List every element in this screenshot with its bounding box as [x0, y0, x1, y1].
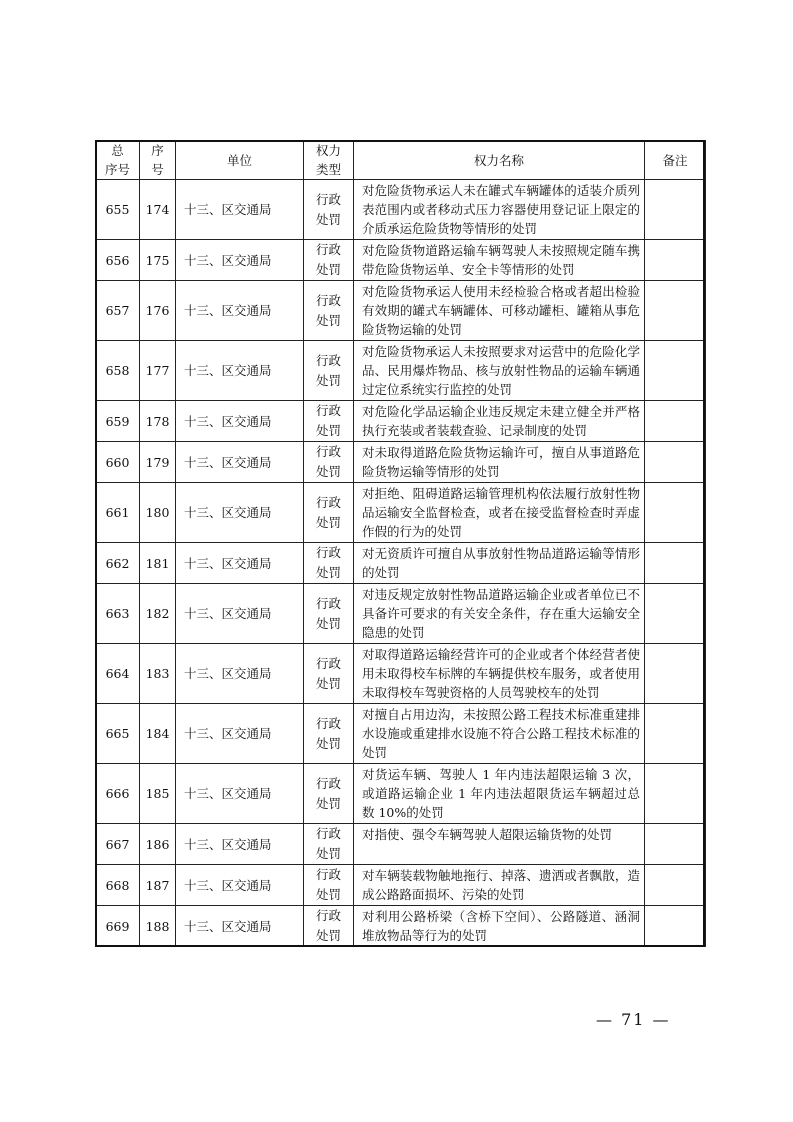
remarks-cell — [645, 764, 706, 824]
header-authority-type: 权力 类型 — [304, 141, 354, 180]
total-number-cell: 665 — [96, 704, 140, 764]
sequence-number-cell: 185 — [140, 764, 176, 824]
table-row — [96, 442, 706, 483]
authority-table — [95, 140, 706, 947]
remarks-cell — [645, 483, 706, 543]
total-number-cell: 669 — [96, 906, 140, 947]
table-header-row — [96, 141, 706, 180]
table-row — [96, 824, 706, 865]
table-row — [96, 281, 706, 341]
total-number-cell: 664 — [96, 644, 140, 704]
unit-cell: 十三、区交通局 — [176, 543, 304, 584]
sequence-number-cell: 184 — [140, 704, 176, 764]
authority-name-cell: 对危险货物承运人未在罐式车辆罐体的适装介质列表范围内或者移动式压力容器使用登记证上限定的介质承运危险货物等情形的处罚 — [354, 180, 645, 240]
remarks-cell — [645, 442, 706, 483]
table-row — [96, 180, 706, 240]
sequence-number-cell: 179 — [140, 442, 176, 483]
authority-type-cell: 行政 处罚 — [304, 240, 354, 281]
authority-type-cell: 行政 处罚 — [304, 281, 354, 341]
remarks-cell — [645, 644, 706, 704]
authority-name-cell: 对车辆装载物触地拖行、掉落、遗洒或者飘散，造成公路路面损坏、污染的处罚 — [354, 865, 645, 906]
authority-name-cell: 对未取得道路危险货物运输许可，擅自从事道路危险货物运输等情形的处罚 — [354, 442, 645, 483]
authority-type-cell: 行政 处罚 — [304, 824, 354, 865]
authority-name-cell: 对危险货物承运人未按照要求对运营中的危险化学品、民用爆炸物品、核与放射性物品的运输车辆通过定位系统实行监控的处罚 — [354, 341, 645, 401]
table-row — [96, 906, 706, 947]
remarks-cell — [645, 401, 706, 442]
sequence-number-cell: 174 — [140, 180, 176, 240]
sequence-number-cell: 175 — [140, 240, 176, 281]
unit-cell: 十三、区交通局 — [176, 644, 304, 704]
unit-cell: 十三、区交通局 — [176, 281, 304, 341]
total-number-cell: 660 — [96, 442, 140, 483]
authority-type-cell: 行政 处罚 — [304, 584, 354, 644]
authority-name-cell: 对货运车辆、驾驶人 1 年内违法超限运输 3 次，或道路运输企业 1 年内违法超限货运车辆超过总数 10%的处罚 — [354, 764, 645, 824]
unit-cell: 十三、区交通局 — [176, 341, 304, 401]
sequence-number-cell: 177 — [140, 341, 176, 401]
unit-cell: 十三、区交通局 — [176, 865, 304, 906]
unit-cell: 十三、区交通局 — [176, 906, 304, 947]
total-number-cell: 661 — [96, 483, 140, 543]
table-row — [96, 483, 706, 543]
authority-name-cell: 对无资质许可擅自从事放射性物品道路运输等情形的处罚 — [354, 543, 645, 584]
sequence-number-cell: 182 — [140, 584, 176, 644]
unit-cell: 十三、区交通局 — [176, 824, 304, 865]
authority-name-cell: 对危险化学品运输企业违反规定未建立健全并严格执行充装或者装载查验、记录制度的处罚 — [354, 401, 645, 442]
table-row — [96, 704, 706, 764]
authority-name-cell: 对违反规定放射性物品道路运输企业或者单位已不具备许可要求的有关安全条件，存在重大运输安全隐患的处罚 — [354, 584, 645, 644]
total-number-cell: 658 — [96, 341, 140, 401]
total-number-cell: 662 — [96, 543, 140, 584]
authority-name-cell: 对危险货物道路运输车辆驾驶人未按照规定随车携带危险货物运单、安全卡等情形的处罚 — [354, 240, 645, 281]
remarks-cell — [645, 584, 706, 644]
sequence-number-cell: 181 — [140, 543, 176, 584]
table-row — [96, 543, 706, 584]
total-number-cell: 667 — [96, 824, 140, 865]
table-row — [96, 764, 706, 824]
sequence-number-cell: 180 — [140, 483, 176, 543]
table-row — [96, 240, 706, 281]
unit-cell: 十三、区交通局 — [176, 180, 304, 240]
sequence-number-cell: 176 — [140, 281, 176, 341]
header-total-number: 总 序号 — [96, 141, 140, 180]
table-row — [96, 584, 706, 644]
authority-type-cell: 行政 处罚 — [304, 704, 354, 764]
authority-type-cell: 行政 处罚 — [304, 401, 354, 442]
unit-cell: 十三、区交通局 — [176, 240, 304, 281]
unit-cell: 十三、区交通局 — [176, 704, 304, 764]
authority-name-cell: 对取得道路运输经营许可的企业或者个体经营者使用未取得校车标牌的车辆提供校车服务，或者使用未取得校车驾驶资格的人员驾驶校车的处罚 — [354, 644, 645, 704]
authority-type-cell: 行政 处罚 — [304, 180, 354, 240]
sequence-number-cell: 186 — [140, 824, 176, 865]
sequence-number-cell: 183 — [140, 644, 176, 704]
table-row — [96, 644, 706, 704]
authority-type-cell: 行政 处罚 — [304, 906, 354, 947]
remarks-cell — [645, 341, 706, 401]
authority-name-cell: 对危险货物承运人使用未经检验合格或者超出检验有效期的罐式车辆罐体、可移动罐柜、罐箱从事危险货物运输的处罚 — [354, 281, 645, 341]
authority-type-cell: 行政 处罚 — [304, 442, 354, 483]
total-number-cell: 668 — [96, 865, 140, 906]
sequence-number-cell: 188 — [140, 906, 176, 947]
header-remarks: 备注 — [645, 141, 706, 180]
unit-cell: 十三、区交通局 — [176, 442, 304, 483]
total-number-cell: 657 — [96, 281, 140, 341]
unit-cell: 十三、区交通局 — [176, 483, 304, 543]
table-row — [96, 401, 706, 442]
header-sequence-number: 序 号 — [140, 141, 176, 180]
remarks-cell — [645, 180, 706, 240]
total-number-cell: 656 — [96, 240, 140, 281]
authority-type-cell: 行政 处罚 — [304, 644, 354, 704]
page-number: — 71 — — [596, 1010, 671, 1029]
total-number-cell: 666 — [96, 764, 140, 824]
remarks-cell — [645, 543, 706, 584]
sequence-number-cell: 178 — [140, 401, 176, 442]
table-row — [96, 865, 706, 906]
authority-type-cell: 行政 处罚 — [304, 764, 354, 824]
authority-type-cell: 行政 处罚 — [304, 483, 354, 543]
table-row — [96, 341, 706, 401]
header-unit: 单位 — [176, 141, 304, 180]
authority-type-cell: 行政 处罚 — [304, 543, 354, 584]
total-number-cell: 655 — [96, 180, 140, 240]
authority-type-cell: 行政 处罚 — [304, 341, 354, 401]
unit-cell: 十三、区交通局 — [176, 764, 304, 824]
header-authority-name: 权力名称 — [354, 141, 645, 180]
authority-name-cell: 对指使、强令车辆驾驶人超限运输货物的处罚 — [354, 824, 645, 865]
remarks-cell — [645, 906, 706, 947]
sequence-number-cell: 187 — [140, 865, 176, 906]
authority-type-cell: 行政 处罚 — [304, 865, 354, 906]
total-number-cell: 663 — [96, 584, 140, 644]
remarks-cell — [645, 704, 706, 764]
authority-name-cell: 对利用公路桥梁（含桥下空间）、公路隧道、涵洞堆放物品等行为的处罚 — [354, 906, 645, 947]
remarks-cell — [645, 865, 706, 906]
remarks-cell — [645, 240, 706, 281]
authority-name-cell: 对拒绝、阻碍道路运输管理机构依法履行放射性物品运输安全监督检查，或者在接受监督检查时弄虚作假的行为的处罚 — [354, 483, 645, 543]
remarks-cell — [645, 281, 706, 341]
authority-name-cell: 对擅自占用边沟，未按照公路工程技术标准重建排水设施或重建排水设施不符合公路工程技术标准的处罚 — [354, 704, 645, 764]
unit-cell: 十三、区交通局 — [176, 584, 304, 644]
total-number-cell: 659 — [96, 401, 140, 442]
unit-cell: 十三、区交通局 — [176, 401, 304, 442]
remarks-cell — [645, 824, 706, 865]
